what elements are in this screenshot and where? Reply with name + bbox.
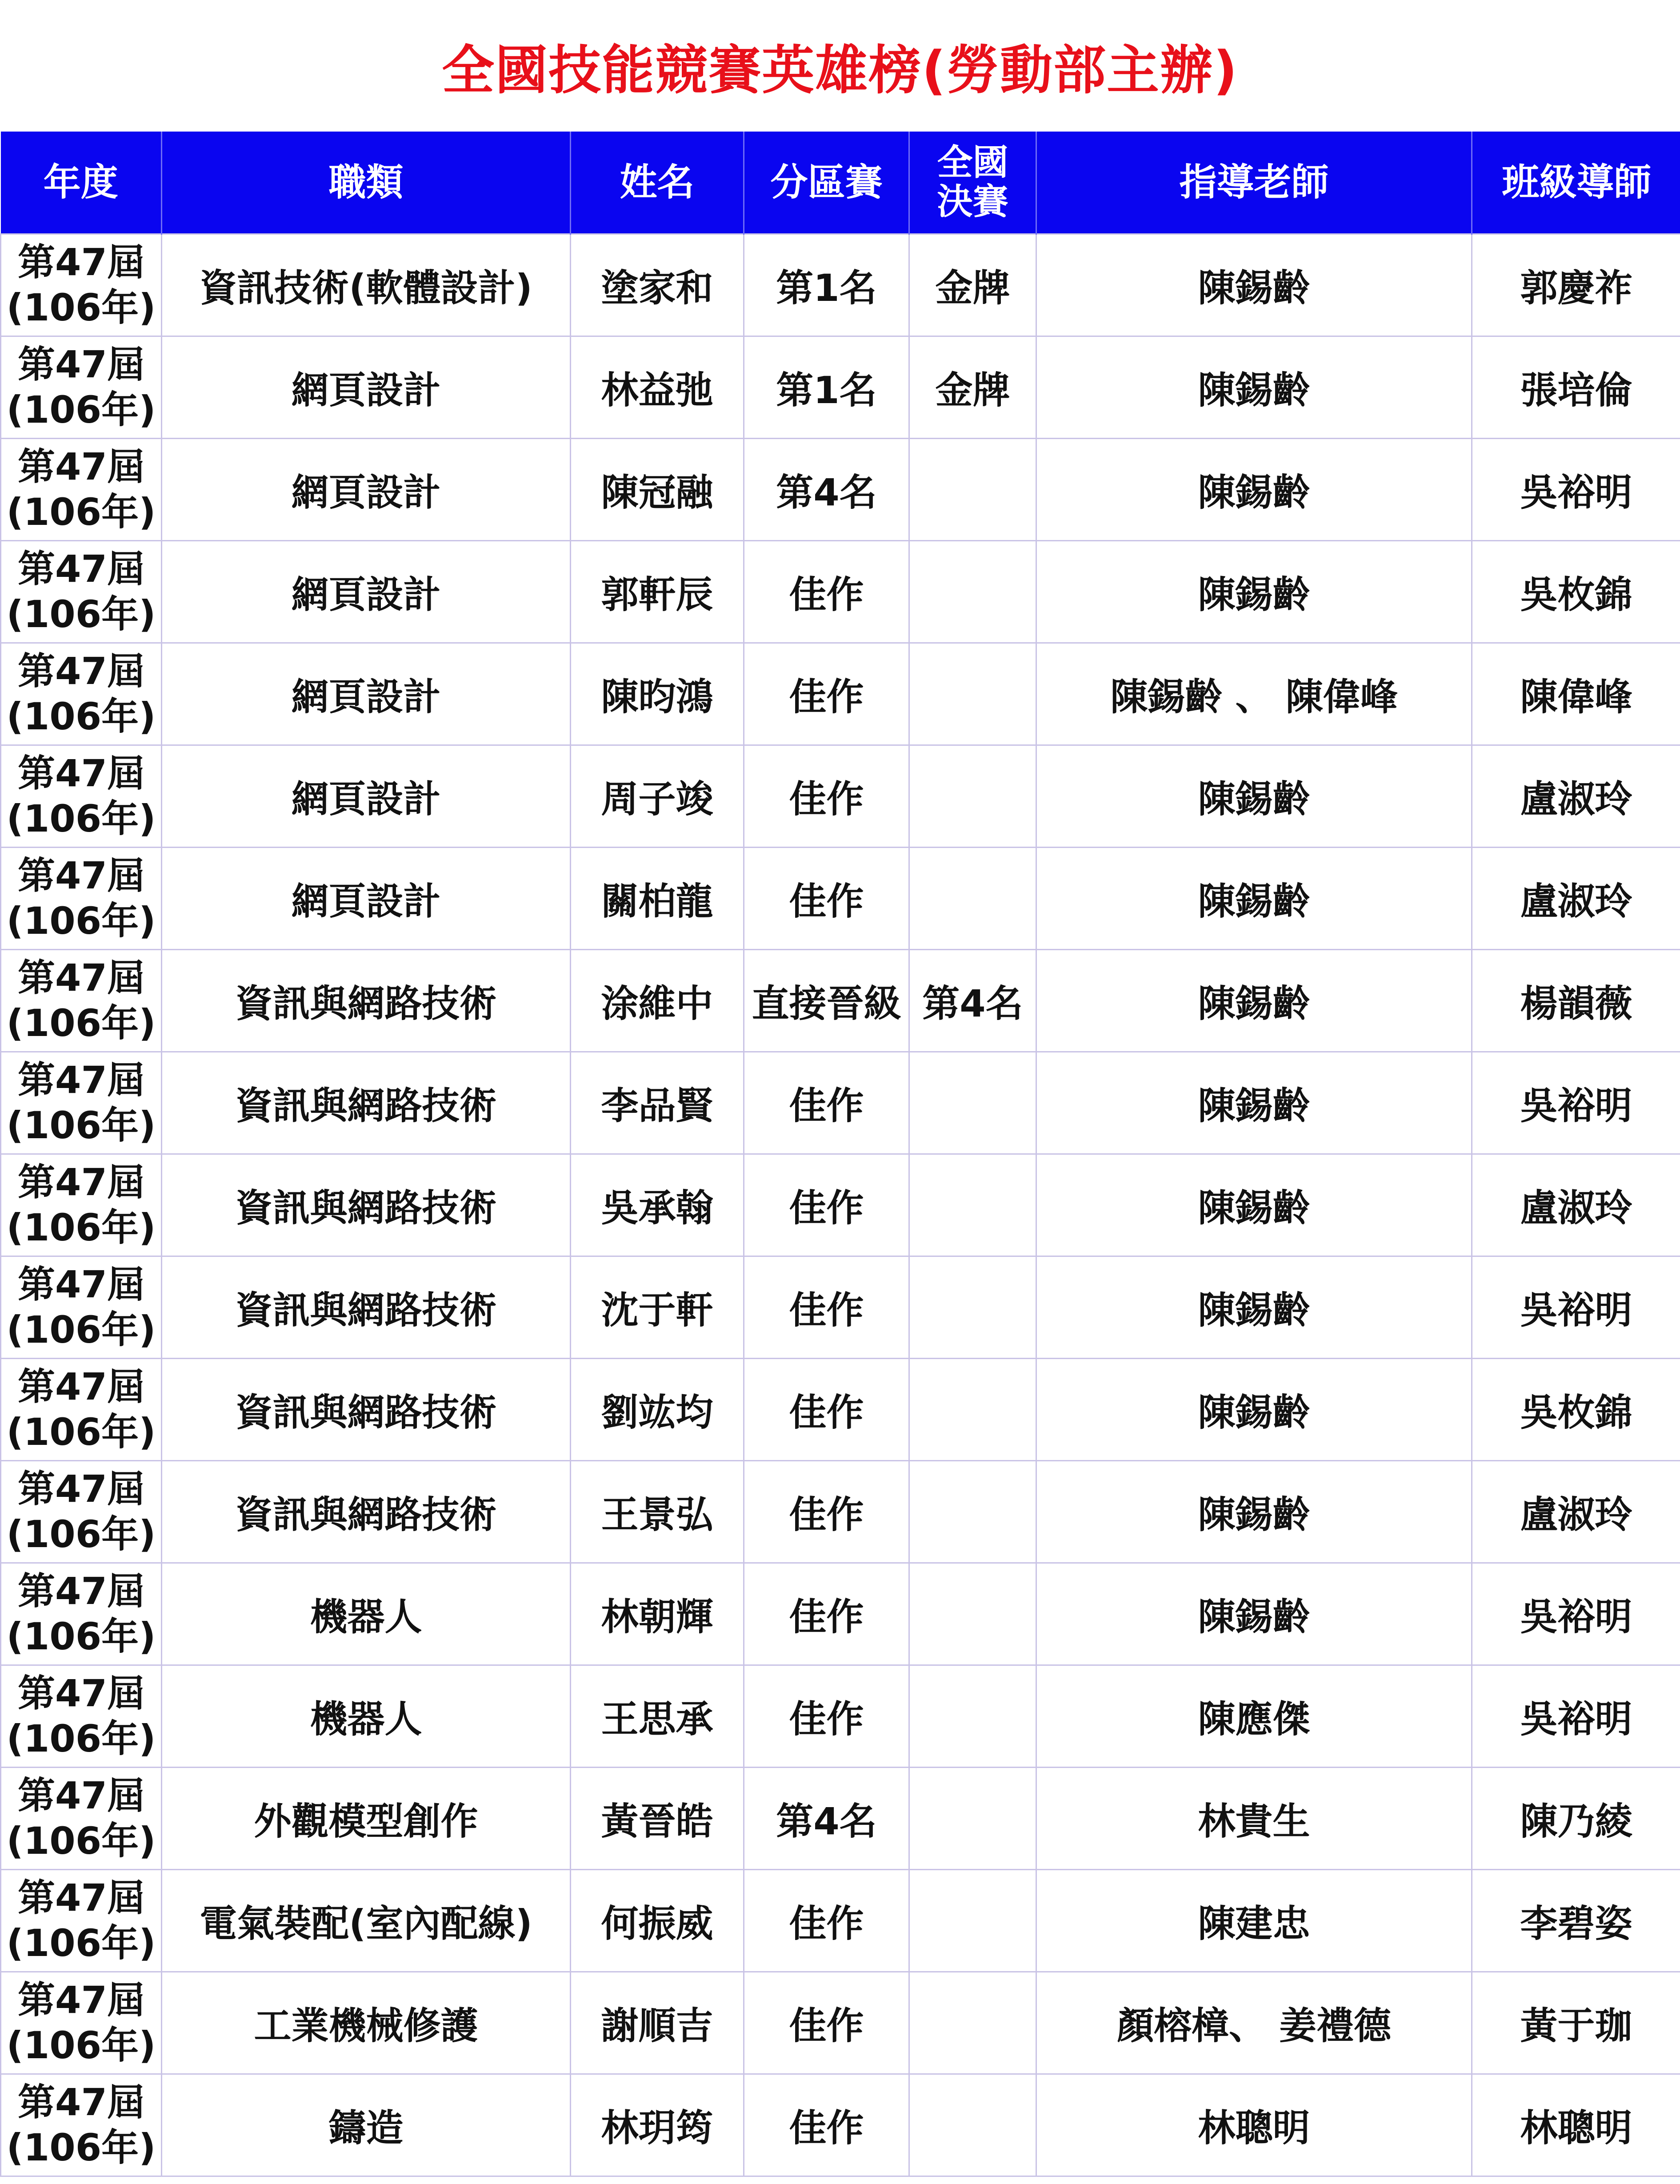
cell-year (1, 2074, 162, 2176)
cell-name: 陳冠融 (571, 438, 744, 540)
cell-teacher: 陳錫齡 (1036, 234, 1472, 336)
cell-final (909, 1154, 1036, 1256)
cell-name: 林益弛 (571, 336, 744, 438)
cell-name: 林玥筠 (571, 2074, 744, 2176)
header-region: 分區賽 (744, 132, 909, 234)
header-final-line2: 決賽 (937, 181, 1008, 223)
cell-name: 王景弘 (571, 1460, 744, 1563)
cell-final (909, 1460, 1036, 1563)
cell-year-roc: (106年) (6, 2024, 156, 2067)
table-row (1, 2074, 1680, 2176)
cell-name: 吳承翰 (571, 1154, 744, 1256)
cell-year-session: 第47屆 (18, 1671, 144, 1715)
cell-final (909, 847, 1036, 949)
cell-teacher: 陳錫齡 (1036, 1358, 1472, 1460)
page-title: 全國技能競賽英雄榜(勞動部主辦) (442, 40, 1238, 101)
cell-mentor: 吳裕明 (1472, 1052, 1680, 1154)
cell-mentor: 李碧姿 (1472, 1869, 1680, 1972)
cell-teacher: 陳錫齡 、 陳偉峰 (1036, 643, 1472, 745)
cell-mentor: 吳裕明 (1472, 438, 1680, 540)
cell-mentor: 盧淑玲 (1472, 745, 1680, 847)
cell-final (909, 1665, 1036, 1767)
cell-year-session: 第47屆 (18, 1364, 144, 1408)
cell-job: 機器人 (162, 1563, 571, 1665)
cell-region: 佳作 (744, 1052, 909, 1154)
cell-teacher: 陳錫齡 (1036, 540, 1472, 643)
cell-teacher: 陳錫齡 (1036, 745, 1472, 847)
cell-final (909, 1563, 1036, 1665)
cell-year-session: 第47屆 (18, 956, 144, 1000)
cell-job: 資訊與網路技術 (162, 949, 571, 1052)
header-name: 姓名 (571, 132, 744, 234)
cell-mentor: 林聰明 (1472, 2074, 1680, 2176)
cell-name: 劉竑均 (571, 1358, 744, 1460)
cell-final (909, 1767, 1036, 1869)
cell-name: 林朝輝 (571, 1563, 744, 1665)
cell-teacher: 陳錫齡 (1036, 949, 1472, 1052)
header-teacher: 指導老師 (1036, 132, 1472, 234)
cell-year-roc: (106年) (6, 388, 156, 432)
cell-teacher: 陳錫齡 (1036, 336, 1472, 438)
cell-year (1, 1052, 162, 1154)
cell-year (1, 1665, 162, 1767)
cell-region: 佳作 (744, 2074, 909, 2176)
cell-region: 佳作 (744, 1460, 909, 1563)
cell-job: 資訊與網路技術 (162, 1358, 571, 1460)
cell-job: 工業機械修護 (162, 1972, 571, 2074)
table-row (1, 1869, 1680, 1972)
cell-job: 網頁設計 (162, 847, 571, 949)
cell-year (1, 745, 162, 847)
table-row (1, 438, 1680, 540)
cell-name: 塗家和 (571, 234, 744, 336)
cell-name: 郭軒辰 (571, 540, 744, 643)
cell-region: 佳作 (744, 847, 909, 949)
cell-final: 第4名 (909, 949, 1036, 1052)
table-row (1, 745, 1680, 847)
cell-final: 金牌 (909, 234, 1036, 336)
cell-year-session: 第47屆 (18, 240, 144, 284)
cell-name: 周子竣 (571, 745, 744, 847)
cell-region: 佳作 (744, 1358, 909, 1460)
cell-region: 佳作 (744, 1869, 909, 1972)
table-row (1, 1563, 1680, 1665)
cell-final (909, 1052, 1036, 1154)
cell-year-roc: (106年) (6, 695, 156, 738)
table-row (1, 949, 1680, 1052)
cell-mentor: 楊韻薇 (1472, 949, 1680, 1052)
cell-job: 鑄造 (162, 2074, 571, 2176)
cell-region: 第4名 (744, 1767, 909, 1869)
table-row (1, 1767, 1680, 1869)
cell-year-session: 第47屆 (18, 1978, 144, 2022)
cell-year-roc: (106年) (6, 2126, 156, 2169)
cell-region: 第1名 (744, 336, 909, 438)
table-header (1, 132, 1680, 234)
cell-year (1, 1767, 162, 1869)
cell-teacher: 林貴生 (1036, 1767, 1472, 1869)
cell-mentor: 張培倫 (1472, 336, 1680, 438)
cell-year-roc: (106年) (6, 1001, 156, 1045)
cell-name: 黃晉皓 (571, 1767, 744, 1869)
cell-year-roc: (106年) (6, 1104, 156, 1147)
cell-year-session: 第47屆 (18, 2080, 144, 2124)
table-row (1, 540, 1680, 643)
table-row (1, 1154, 1680, 1256)
cell-year-roc: (106年) (6, 1717, 156, 1760)
cell-job: 網頁設計 (162, 336, 571, 438)
cell-name: 李品賢 (571, 1052, 744, 1154)
cell-year-roc: (106年) (6, 1410, 156, 1454)
cell-job: 資訊與網路技術 (162, 1052, 571, 1154)
cell-year (1, 336, 162, 438)
cell-region: 佳作 (744, 540, 909, 643)
cell-year (1, 1972, 162, 2074)
cell-job: 網頁設計 (162, 643, 571, 745)
cell-job: 網頁設計 (162, 438, 571, 540)
table-row (1, 234, 1680, 336)
cell-year-roc: (106年) (6, 797, 156, 840)
cell-mentor: 吳枚錦 (1472, 1358, 1680, 1460)
cell-year (1, 643, 162, 745)
cell-year-roc: (106年) (6, 592, 156, 636)
cell-year (1, 1358, 162, 1460)
table-body (1, 234, 1680, 2176)
cell-year-session: 第47屆 (18, 1058, 144, 1102)
cell-year (1, 1563, 162, 1665)
cell-teacher: 林聰明 (1036, 2074, 1472, 2176)
honor-roll-table (0, 132, 1680, 2177)
cell-region: 第4名 (744, 438, 909, 540)
cell-region: 直接晉級 (744, 949, 909, 1052)
cell-mentor: 陳乃綾 (1472, 1767, 1680, 1869)
cell-year (1, 847, 162, 949)
header-mentor: 班級導師 (1472, 132, 1680, 234)
cell-region: 佳作 (744, 1154, 909, 1256)
cell-name: 陳昀鴻 (571, 643, 744, 745)
cell-region: 佳作 (744, 1665, 909, 1767)
cell-job: 資訊與網路技術 (162, 1256, 571, 1358)
table-row (1, 643, 1680, 745)
cell-mentor: 吳裕明 (1472, 1665, 1680, 1767)
cell-job: 機器人 (162, 1665, 571, 1767)
cell-teacher: 陳錫齡 (1036, 1052, 1472, 1154)
cell-region: 佳作 (744, 1256, 909, 1358)
cell-year (1, 540, 162, 643)
table-row (1, 847, 1680, 949)
cell-final (909, 1972, 1036, 2074)
cell-final: 金牌 (909, 336, 1036, 438)
table-row (1, 1256, 1680, 1358)
cell-year-roc: (106年) (6, 1921, 156, 1965)
cell-mentor: 黃于珈 (1472, 1972, 1680, 2074)
cell-teacher: 陳錫齡 (1036, 1460, 1472, 1563)
cell-final (909, 643, 1036, 745)
cell-year-session: 第47屆 (18, 444, 144, 488)
cell-job: 電氣裝配(室內配線) (162, 1869, 571, 1972)
cell-name: 王思承 (571, 1665, 744, 1767)
cell-year-roc: (106年) (6, 1512, 156, 1556)
cell-job: 資訊與網路技術 (162, 1460, 571, 1563)
cell-year-session: 第47屆 (18, 342, 144, 386)
cell-final (909, 1869, 1036, 1972)
cell-mentor: 盧淑玲 (1472, 1154, 1680, 1256)
cell-year-roc: (106年) (6, 490, 156, 534)
cell-final (909, 1358, 1036, 1460)
cell-year-session: 第47屆 (18, 1262, 144, 1306)
cell-teacher: 陳錫齡 (1036, 1154, 1472, 1256)
table-row (1, 1358, 1680, 1460)
cell-name: 關柏龍 (571, 847, 744, 949)
cell-year (1, 949, 162, 1052)
cell-year (1, 1256, 162, 1358)
header-final-line1: 全國 (937, 142, 1008, 184)
cell-mentor: 盧淑玲 (1472, 847, 1680, 949)
cell-job: 外觀模型創作 (162, 1767, 571, 1869)
cell-region: 佳作 (744, 1972, 909, 2074)
cell-year-session: 第47屆 (18, 1773, 144, 1817)
cell-final (909, 438, 1036, 540)
cell-year-roc: (106年) (6, 1615, 156, 1658)
cell-final (909, 2074, 1036, 2176)
table-row (1, 1460, 1680, 1563)
cell-name: 沈于軒 (571, 1256, 744, 1358)
cell-year (1, 438, 162, 540)
cell-year (1, 1460, 162, 1563)
cell-mentor: 吳裕明 (1472, 1563, 1680, 1665)
cell-region: 佳作 (744, 1563, 909, 1665)
cell-year (1, 234, 162, 336)
cell-year-roc: (106年) (6, 1308, 156, 1352)
cell-year-roc: (106年) (6, 899, 156, 943)
cell-final (909, 540, 1036, 643)
cell-job: 網頁設計 (162, 540, 571, 643)
cell-year-roc: (106年) (6, 286, 156, 329)
cell-teacher: 陳錫齡 (1036, 1256, 1472, 1358)
cell-region: 佳作 (744, 643, 909, 745)
cell-teacher: 陳錫齡 (1036, 847, 1472, 949)
cell-year-session: 第47屆 (18, 751, 144, 795)
cell-year-session: 第47屆 (18, 547, 144, 591)
cell-year-session: 第47屆 (18, 1160, 144, 1204)
cell-mentor: 吳裕明 (1472, 1256, 1680, 1358)
cell-year-session: 第47屆 (18, 853, 144, 897)
cell-name: 何振威 (571, 1869, 744, 1972)
cell-year-session: 第47屆 (18, 1876, 144, 1920)
table-row (1, 1052, 1680, 1154)
cell-final (909, 1256, 1036, 1358)
cell-final (909, 745, 1036, 847)
cell-year-session: 第47屆 (18, 1569, 144, 1613)
header-row (1, 132, 1680, 234)
header-job: 職類 (162, 132, 571, 234)
header-year: 年度 (1, 132, 162, 234)
cell-teacher: 陳錫齡 (1036, 438, 1472, 540)
cell-year-roc: (106年) (6, 1819, 156, 1863)
cell-mentor: 郭慶祚 (1472, 234, 1680, 336)
cell-region: 佳作 (744, 745, 909, 847)
cell-year-roc: (106年) (6, 1206, 156, 1249)
cell-teacher: 陳應傑 (1036, 1665, 1472, 1767)
cell-job: 資訊與網路技術 (162, 1154, 571, 1256)
table-row (1, 1972, 1680, 2074)
cell-region: 第1名 (744, 234, 909, 336)
cell-teacher: 陳錫齡 (1036, 1563, 1472, 1665)
table-row (1, 336, 1680, 438)
cell-name: 涂維中 (571, 949, 744, 1052)
cell-job: 資訊技術(軟體設計) (162, 234, 571, 336)
header-final (909, 132, 1036, 234)
cell-year-session: 第47屆 (18, 1467, 144, 1511)
cell-job: 網頁設計 (162, 745, 571, 847)
cell-year (1, 1154, 162, 1256)
cell-teacher: 顏榕樟、 姜禮德 (1036, 1972, 1472, 2074)
cell-teacher: 陳建忠 (1036, 1869, 1472, 1972)
cell-year-session: 第47屆 (18, 649, 144, 693)
cell-mentor: 吳枚錦 (1472, 540, 1680, 643)
cell-year (1, 1869, 162, 1972)
cell-mentor: 陳偉峰 (1472, 643, 1680, 745)
cell-mentor: 盧淑玲 (1472, 1460, 1680, 1563)
table-row (1, 1665, 1680, 1767)
cell-name: 謝順吉 (571, 1972, 744, 2074)
